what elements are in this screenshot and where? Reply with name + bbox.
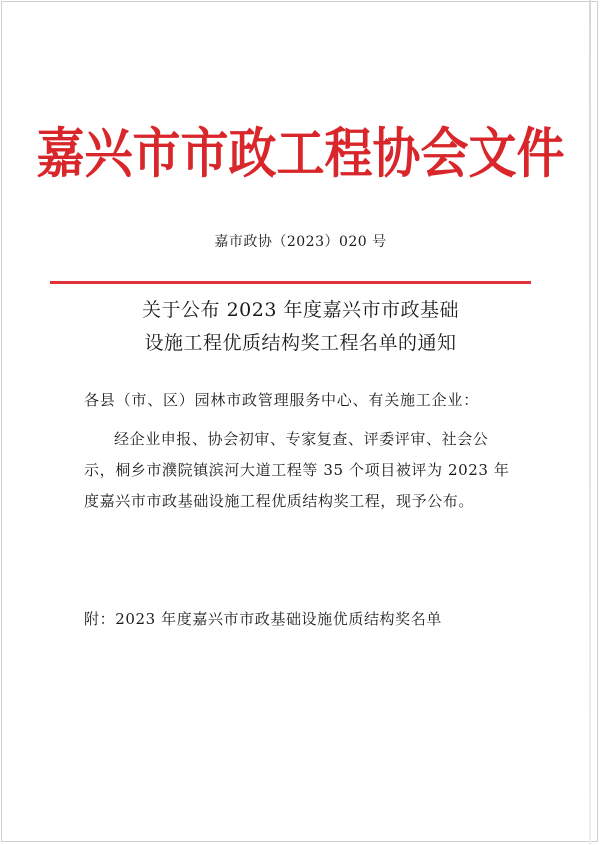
body-paragraph bbox=[84, 424, 528, 517]
notice-title-line-2: 设施工程优质结构奖工程名单的通知 bbox=[144, 332, 457, 354]
notice-title bbox=[0, 294, 601, 360]
document-header-title: 嘉兴市市政工程协会文件 bbox=[36, 122, 565, 186]
body-line-3: 度嘉兴市市政基础设施工程优质结构奖工程，现予公布。 bbox=[84, 492, 475, 510]
addressee: 各县（市、区）园林市政管理服务中心、有关施工企业： bbox=[84, 391, 480, 409]
body-line-1: 经企业申报、协会初审、专家复查、评委评审、社会公 bbox=[114, 430, 489, 448]
attachment-note: 附：2023 年度嘉兴市市政基础设施优质结构奖名单 bbox=[84, 610, 442, 628]
red-divider-line bbox=[50, 281, 531, 284]
body-line-2: 示，桐乡市濮院镇滨河大道工程等 35 个项目被评为 2023 年 bbox=[84, 461, 510, 479]
document-number: 嘉市政协（2023）020 号 bbox=[214, 234, 387, 250]
notice-title-line-1: 关于公布 2023 年度嘉兴市市政基础 bbox=[142, 299, 459, 321]
